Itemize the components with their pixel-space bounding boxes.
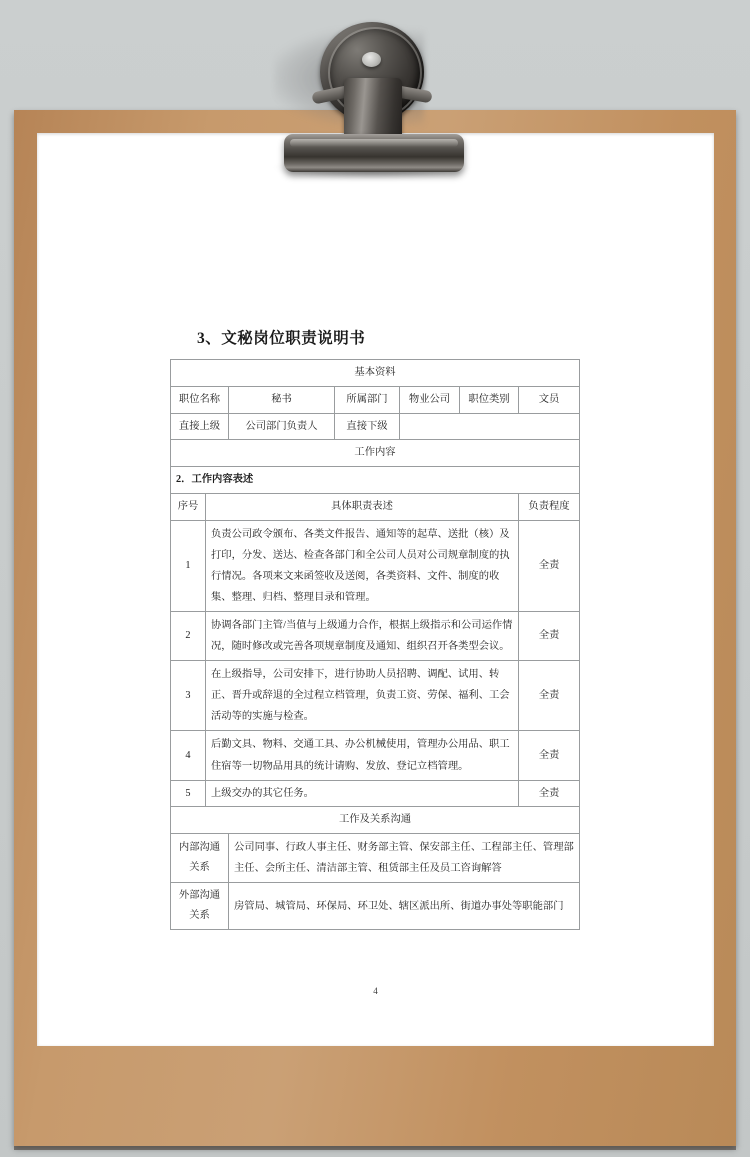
duty-seq: 4	[171, 731, 206, 780]
table-row	[171, 834, 580, 883]
value-external-communication: 房管局、城管局、环保局、环卫处、辖区派出所、街道办事处等职能部门	[229, 883, 580, 930]
clip-disc-icon	[320, 22, 424, 122]
duty-degree: 全责	[519, 661, 580, 731]
table-row-communication-band	[171, 807, 580, 834]
duty-description: 在上级指导，公司安排下，进行协助人员招聘、调配、试用、转正、晋升或辞退的全过程立档管理，负责工资、劳保、福利、工会活动等的实施与检查。	[206, 661, 519, 731]
header-degree: 负责程度	[519, 493, 580, 520]
clip-arm-left	[311, 83, 358, 104]
communication-band-label: 工作及关系沟通	[171, 807, 580, 834]
table-row-position	[171, 386, 580, 413]
page-number: 4	[373, 986, 378, 996]
table-row-basic-band	[171, 360, 580, 387]
table-row	[171, 520, 580, 611]
duty-description: 协调各部门主管/当值与上级通力合作，根据上级指示和公司运作情况，随时修改或完善各项规章制度及通知、组织召开各类型会议。	[206, 611, 519, 660]
table-row-work-subsection	[171, 467, 580, 494]
value-job-category: 文员	[519, 386, 580, 413]
label-position-name: 职位名称	[171, 386, 229, 413]
duty-degree: 全责	[519, 611, 580, 660]
clip-disc-ring	[328, 27, 422, 119]
duty-degree: 全责	[519, 780, 580, 807]
header-seq: 序号	[171, 493, 206, 520]
table-row	[171, 731, 580, 780]
document-page	[37, 133, 714, 1046]
label-direct-subordinate: 直接下级	[335, 413, 400, 440]
duty-seq: 1	[171, 520, 206, 611]
table-row	[171, 780, 580, 807]
header-duty: 具体职责表述	[206, 493, 519, 520]
table-row-duty-headers	[171, 493, 580, 520]
clip-arm-right	[391, 85, 432, 104]
duty-degree: 全责	[519, 520, 580, 611]
label-direct-superior: 直接上级	[171, 413, 229, 440]
value-direct-subordinate	[400, 413, 580, 440]
table-row	[171, 883, 580, 930]
table-row	[171, 611, 580, 660]
duty-seq: 3	[171, 661, 206, 731]
value-direct-superior: 公司部门负责人	[229, 413, 335, 440]
label-job-category: 职位类别	[460, 386, 519, 413]
value-internal-communication: 公司同事、行政人事主任、财务部主管、保安部主任、工程部主任、管理部主任、会所主任、清洁部主管、租赁部主任及员工咨询解答	[229, 834, 580, 883]
duty-seq: 2	[171, 611, 206, 660]
duty-description: 上级交办的其它任务。	[206, 780, 519, 807]
value-position-name: 秘书	[229, 386, 335, 413]
duty-description: 负责公司政令颁布、各类文件报告、通知等的起草、送批（核）及打印，分发、送达、检查各部门和全公司人员对公司规章制度的执行情况。各项来文来函签收及送阅，各类资料、文件、制度的收集、整理、归档、整理目录和管理。	[206, 520, 519, 611]
basic-info-band-label: 基本资料	[171, 360, 580, 387]
work-content-subsection-label: 2．工作内容表述	[171, 467, 580, 494]
table-row-work-band	[171, 440, 580, 467]
job-description-table	[170, 359, 580, 930]
label-external-communication: 外部沟通关系	[171, 883, 229, 930]
duty-seq: 5	[171, 780, 206, 807]
duty-description: 后勤文具、物料、交通工具、办公机械使用，管理办公用品、职工住宿等一切物品用具的统计请购、发放、登记立档管理。	[206, 731, 519, 780]
value-department: 物业公司	[400, 386, 460, 413]
duty-degree: 全责	[519, 731, 580, 780]
work-content-band-label: 工作内容	[171, 440, 580, 467]
table-row-reporting	[171, 413, 580, 440]
clip-disc-hole	[362, 52, 381, 67]
page-title: 3、文秘岗位职责说明书	[197, 330, 366, 347]
label-internal-communication: 内部沟通关系	[171, 834, 229, 883]
table-row	[171, 661, 580, 731]
label-department: 所属部门	[335, 386, 400, 413]
